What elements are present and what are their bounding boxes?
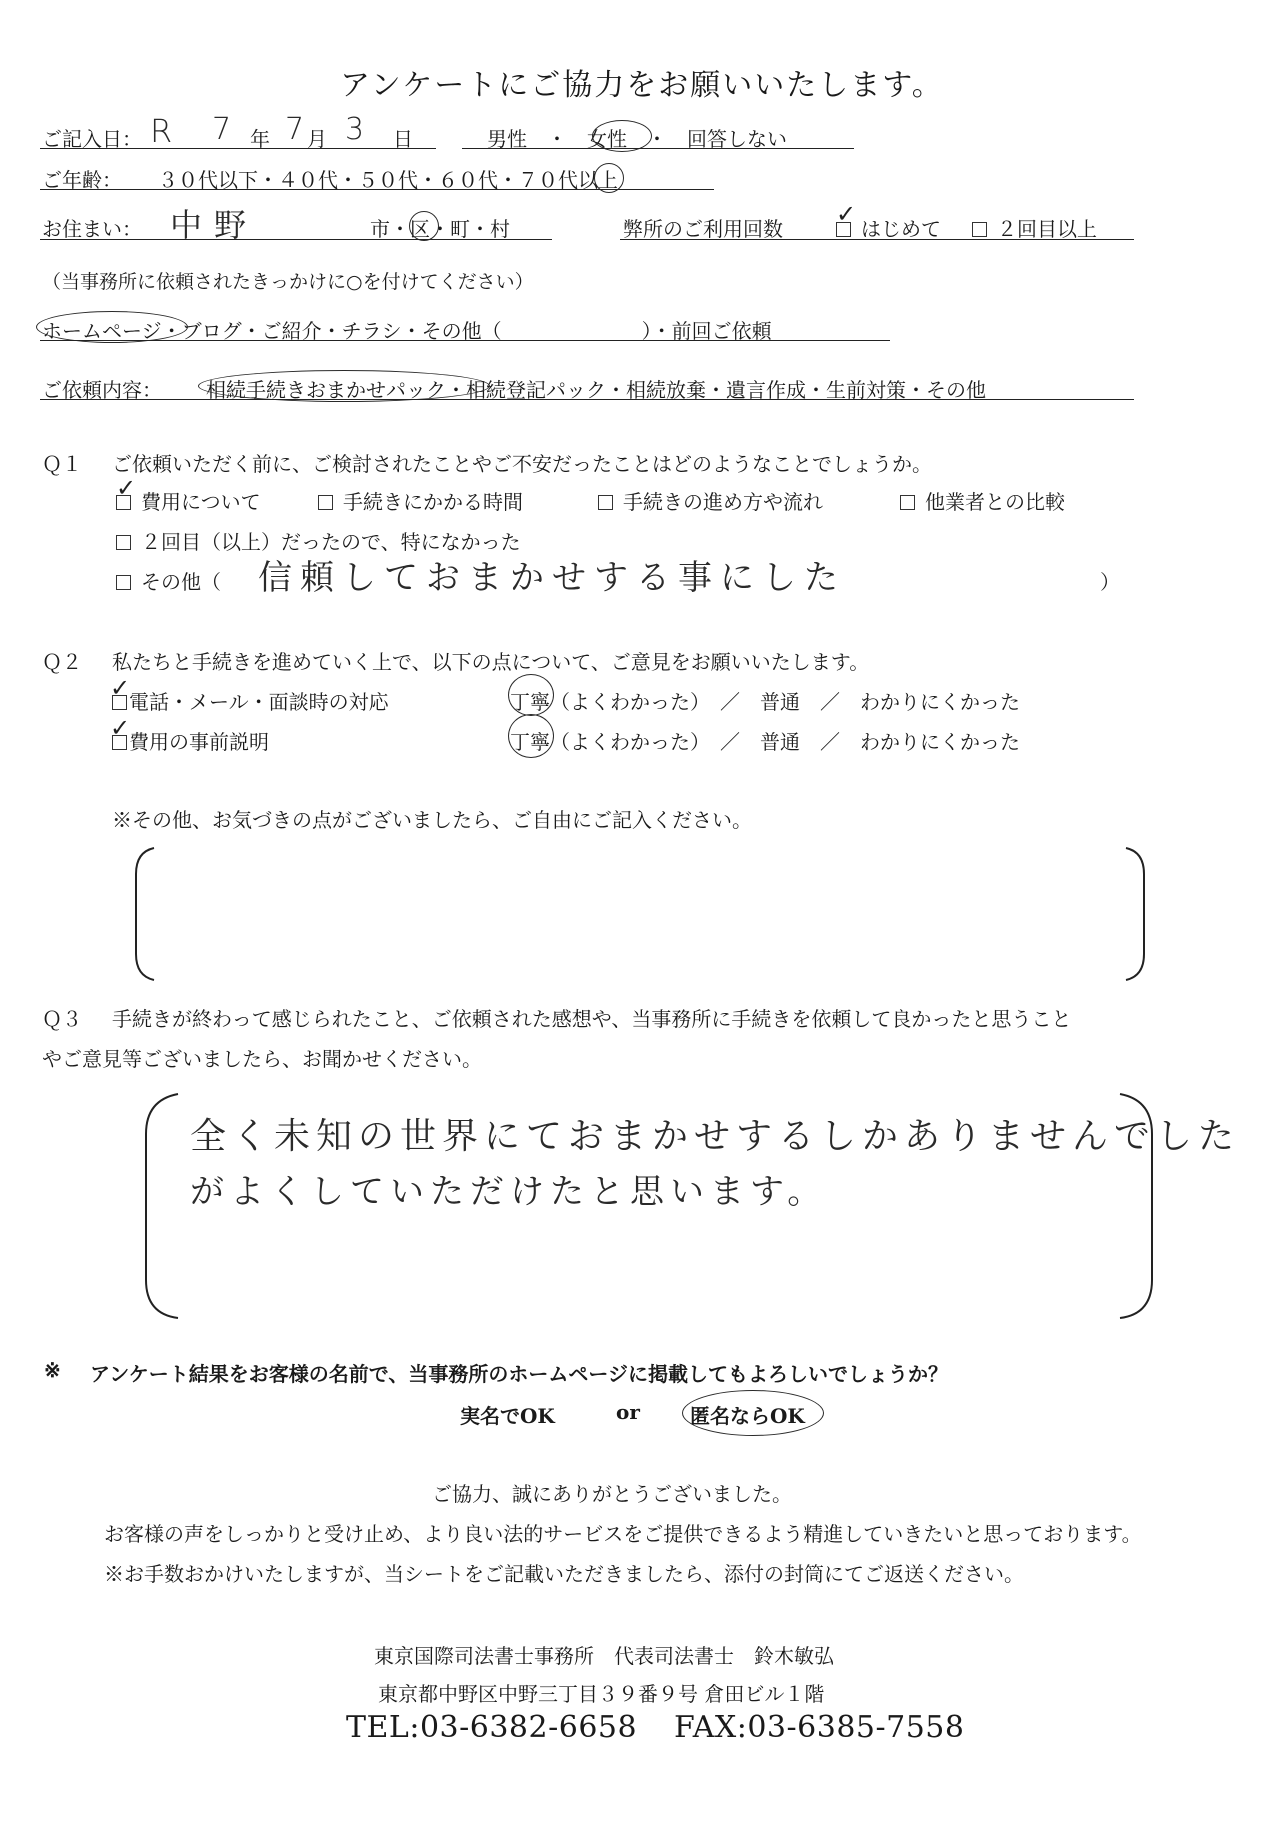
publish-or: or <box>616 1400 640 1424</box>
month-unit: 月 <box>307 127 327 151</box>
usage-repeat-checkbox <box>972 222 987 237</box>
publish-anonymous-option: 匿名ならOK <box>690 1404 805 1428</box>
publish-real-name-option: 実名でOK <box>460 1404 555 1428</box>
date-label: ご記入日： <box>42 127 142 151</box>
footer-fax: FAX:03-6385-7558 <box>674 1710 965 1745</box>
year-unit: 年 <box>250 127 270 151</box>
q2-comment-box <box>130 844 1150 984</box>
q3-answer-line1: 全く未知の世界にておまかせするしかありませんでした <box>190 1116 1241 1157</box>
q1-time-checkbox <box>318 495 333 510</box>
address-underline <box>40 239 552 240</box>
q1-other-label: その他（ <box>141 570 221 594</box>
trigger-options: ホームページ・ブログ・ご紹介・チラシ・その他（ ）・前回ご依頼 <box>42 319 772 343</box>
usage-repeat-option <box>972 213 1097 242</box>
q3-number: Ｑ３ <box>42 1007 82 1031</box>
q1-option-compare <box>900 486 1065 515</box>
q1-other-close: ） <box>1100 570 1120 594</box>
day-handwritten: 3 <box>345 112 375 147</box>
q2-number: Ｑ２ <box>42 650 82 674</box>
gender-underline <box>462 148 854 149</box>
q2-contact-label: 電話・メール・面談時の対応 <box>129 690 389 714</box>
q2-contact-scale: 丁寧（よくわかった） ／ 普通 ／ わかりにくかった <box>510 690 1020 714</box>
date-underline <box>40 148 436 149</box>
q2-item-cost <box>112 726 269 755</box>
usage-repeat-label: ２回目以上 <box>997 217 1097 241</box>
page-title: アンケートにご協力をお願いいたします。 <box>340 68 944 103</box>
address-label: お住まい： <box>42 217 142 241</box>
request-underline <box>40 399 1134 400</box>
usage-underline <box>620 239 1134 240</box>
closing-return-note: ※お手数おかけいたしますが、当シートをご記載いただきましたら、添付の封筒にてご返送ください。 <box>104 1562 1024 1586</box>
q1-other-handwritten: 信頼しておまかせする事にした <box>258 558 846 598</box>
closing-thanks: ご協力、誠にありがとうございました。 <box>432 1482 792 1506</box>
q3-answer-line2: がよくしていただけたと思います。 <box>190 1172 828 1212</box>
day-unit: 日 <box>393 127 413 151</box>
publish-anonymous-circle <box>682 1390 824 1436</box>
q1-repeat-label: ２回目（以上）だったので、特になかった <box>141 530 521 554</box>
q1-flow-label: 手続きの進め方や流れ <box>623 490 823 514</box>
publish-mark: ※ <box>44 1358 61 1382</box>
usage-label: 弊所のご利用回数 <box>623 217 783 241</box>
request-label: ご依頼内容： <box>42 378 162 402</box>
q2-cost-scale: 丁寧（よくわかった） ／ 普通 ／ わかりにくかった <box>510 730 1020 754</box>
q3-question-line1: 手続きが終わって感じられたこと、ご依頼された感想や、当事務所に手続きを依頼して良かったと思うこと <box>112 1007 1072 1031</box>
q1-question: ご依頼いただく前に、ご検討されたことやご不安だったことはどのようなことでしょうか。 <box>112 452 932 476</box>
q1-option-other <box>116 566 221 595</box>
q2-contact-check-mark: ✓ <box>110 674 131 702</box>
usage-first-label: はじめて <box>861 217 941 241</box>
q1-compare-label: 他業者との比較 <box>925 490 1065 514</box>
address-units: 市・区・町・村 <box>370 217 510 241</box>
age-label: ご年齢： <box>42 168 122 192</box>
q2-cost-label: 費用の事前説明 <box>129 730 269 754</box>
q1-repeat-checkbox <box>116 535 131 550</box>
q1-time-label: 手続きにかかる時間 <box>343 490 523 514</box>
trigger-homepage-circle <box>36 311 188 343</box>
q1-number: Ｑ１ <box>42 452 82 476</box>
q2-cost-check-mark: ✓ <box>110 714 131 742</box>
year-handwritten: 7 <box>212 112 242 147</box>
publish-question: アンケート結果をお客様の名前で、当事務所のホームページに掲載してもよろしいでしょうか？ <box>90 1362 948 1386</box>
q1-compare-checkbox <box>900 495 915 510</box>
q1-cost-check-mark: ✓ <box>116 474 137 502</box>
q2-comment-prompt: ※その他、お気づきの点がございましたら、ご自由にご記入ください。 <box>112 808 752 832</box>
q3-question-line2: やご意見等ございましたら、お聞かせください。 <box>42 1047 482 1071</box>
usage-first-check-mark: ✓ <box>836 200 857 228</box>
q2-cost-polite-circle <box>508 714 554 758</box>
q1-option-time <box>318 486 523 515</box>
q1-flow-checkbox <box>598 495 613 510</box>
era-handwritten: R <box>150 112 173 150</box>
q2-question: 私たちと手続きを進めていく上で、以下の点について、ご意見をお願いいたします。 <box>112 650 870 674</box>
q1-option-flow <box>598 486 823 515</box>
q1-cost-label: 費用について <box>141 490 261 514</box>
trigger-underline <box>40 340 890 341</box>
closing-message: お客様の声をしっかりと受け止め、より良い法的サービスをご提供できるよう精進していきたいと思っております。 <box>104 1522 1142 1546</box>
address-handwritten: 中野 <box>170 206 259 244</box>
footer-tel: TEL:03-6382-6658 <box>346 1710 638 1745</box>
age-options: ３０代以下・４０代・５０代・６０代・７０代以上 <box>158 168 618 192</box>
q1-option-cost <box>116 486 261 515</box>
footer-address: 東京都中野区中野三丁目３９番９号 倉田ビル１階 <box>378 1682 825 1706</box>
q1-other-checkbox <box>116 575 131 590</box>
month-handwritten: 7 <box>285 112 315 147</box>
age-underline <box>40 189 714 190</box>
q2-contact-polite-circle <box>508 674 554 716</box>
request-options: 相続手続きおまかせパック・相続登記パック・相続放棄・遺言作成・生前対策・その他 <box>206 378 986 402</box>
footer-office: 東京国際司法書士事務所 代表司法書士 鈴木敏弘 <box>374 1644 834 1668</box>
q2-item-contact <box>112 686 389 715</box>
address-ward-circle <box>409 211 439 241</box>
trigger-note: （当事務所に依頼されたきっかけに○を付けてください） <box>42 271 534 293</box>
gender-options: 男性 ・ 女性 ・ 回答しない <box>487 127 787 151</box>
request-pack-circle <box>198 370 490 402</box>
